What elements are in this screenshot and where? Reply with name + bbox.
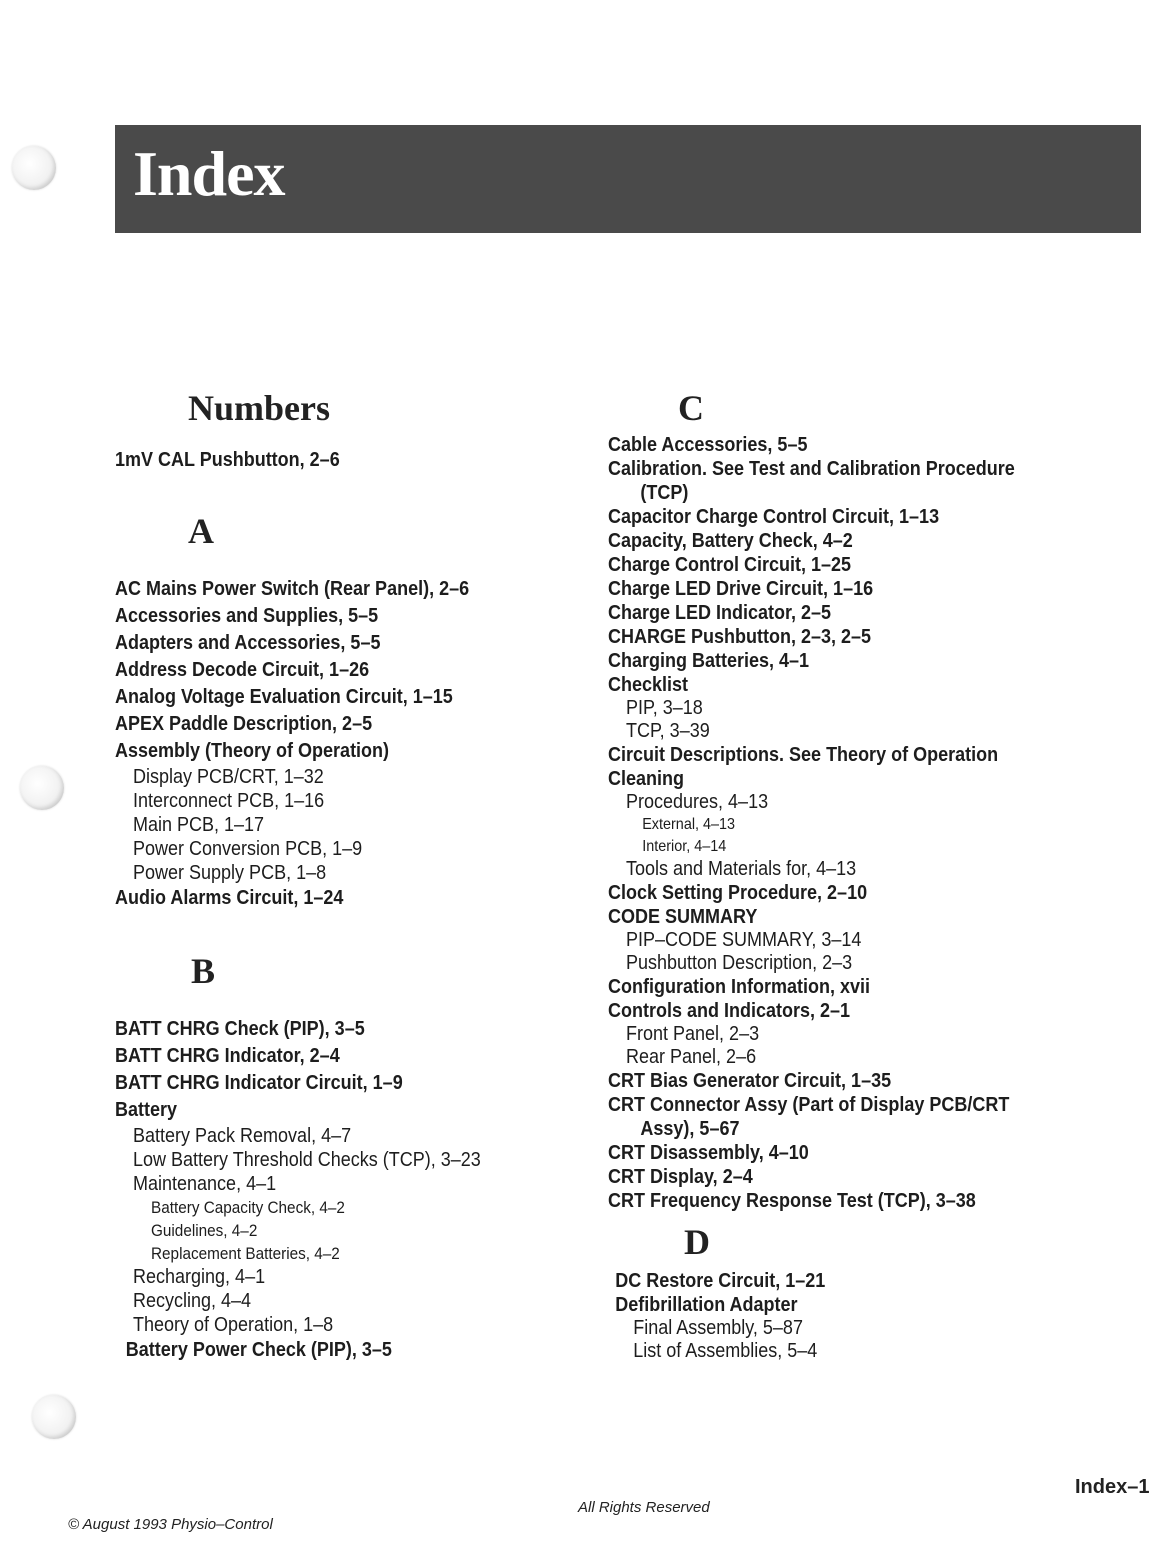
section-numbers: [115, 385, 585, 474]
section-a: [115, 508, 585, 912]
index-subentry: Power Supply PCB, 1–8: [133, 862, 327, 884]
section-heading: C: [678, 388, 704, 428]
index-entry: Charge LED Drive Circuit, 1–16: [608, 578, 874, 600]
index-entry: CRT Display, 2–4: [608, 1166, 753, 1188]
punch-hole-middle: [20, 766, 64, 810]
index-entry: Clock Setting Procedure, 2–10: [608, 882, 868, 904]
section-heading: A: [188, 511, 214, 551]
index-entry: CRT Frequency Response Test (TCP), 3–38: [608, 1190, 976, 1212]
index-entry: Charge Control Circuit, 1–25: [608, 554, 852, 576]
index-entry: CRT Bias Generator Circuit, 1–35: [608, 1070, 892, 1092]
section-c: [608, 385, 1128, 1213]
index-entry: Cable Accessories, 5–5: [608, 434, 808, 456]
index-entry: Audio Alarms Circuit, 1–24: [115, 887, 344, 909]
index-subsubentry: External, 4–13: [642, 816, 736, 833]
section-heading: D: [684, 1222, 710, 1262]
index-entry: Assembly (Theory of Operation): [115, 740, 390, 762]
index-entry: Charge LED Indicator, 2–5: [608, 602, 832, 624]
index-subentry: Tools and Materials for, 4–13: [626, 858, 857, 880]
punch-hole-bottom: [32, 1395, 76, 1439]
index-entry: BATT CHRG Check (PIP), 3–5: [115, 1018, 365, 1040]
index-subentry: Power Conversion PCB, 1–9: [133, 838, 363, 860]
index-entry: CRT Connector Assy (Part of Display PCB/CRT: [608, 1094, 1010, 1116]
index-entry: Capacitor Charge Control Circuit, 1–13: [608, 506, 940, 528]
index-subentry: PIP–CODE SUMMARY, 3–14: [626, 929, 862, 951]
index-subsubentry: Replacement Batteries, 4–2: [151, 1244, 340, 1263]
index-entry: DC Restore Circuit, 1–21: [615, 1270, 826, 1292]
index-entry: Analog Voltage Evaluation Circuit, 1–15: [115, 686, 453, 708]
section-heading: Numbers: [188, 388, 330, 428]
right-column: [608, 385, 1128, 1363]
index-subentry: Theory of Operation, 1–8: [133, 1314, 334, 1336]
index-entry: Capacity, Battery Check, 4–2: [608, 530, 853, 552]
index-subentry: Display PCB/CRT, 1–32: [133, 766, 324, 788]
index-subentry: TCP, 3–39: [626, 720, 710, 742]
index-subentry: Low Battery Threshold Checks (TCP), 3–23: [133, 1149, 481, 1171]
index-subentry: Interconnect PCB, 1–16: [133, 790, 325, 812]
punch-hole-top: [12, 146, 56, 190]
footer-page-label: Index–1: [1075, 1476, 1150, 1498]
index-entry: Battery Power Check (PIP), 3–5: [125, 1339, 392, 1361]
title-banner: [115, 125, 1141, 233]
index-subentry: Battery Pack Removal, 4–7: [133, 1125, 352, 1147]
index-entry: Charging Batteries, 4–1: [608, 650, 810, 672]
index-entry: Address Decode Circuit, 1–26: [115, 659, 370, 681]
index-entry: BATT CHRG Indicator Circuit, 1–9: [115, 1072, 403, 1094]
index-entry-continuation: (TCP): [640, 482, 689, 504]
section-heading: B: [191, 951, 216, 991]
index-subentry: List of Assemblies, 5–4: [633, 1340, 818, 1362]
index-subentry: Maintenance, 4–1: [133, 1173, 277, 1195]
index-entry: Circuit Descriptions. See Theory of Operation: [608, 744, 999, 766]
page-title: Index: [133, 138, 285, 209]
index-subentry: Front Panel, 2–3: [626, 1023, 760, 1045]
index-entry: AC Mains Power Switch (Rear Panel), 2–6: [115, 578, 470, 600]
index-entry: Configuration Information, xvii: [608, 976, 870, 998]
index-entry: CRT Disassembly, 4–10: [608, 1142, 809, 1164]
index-subsubentry: Guidelines, 4–2: [151, 1221, 258, 1240]
index-subsubentry: Battery Capacity Check, 4–2: [151, 1198, 345, 1217]
index-entry: Defibrillation Adapter: [615, 1294, 798, 1316]
index-entry: Cleaning: [608, 768, 685, 790]
index-subentry: Main PCB, 1–17: [133, 814, 265, 836]
left-column: [115, 385, 585, 1364]
index-entry: 1mV CAL Pushbutton, 2–6: [115, 449, 340, 471]
footer-rights: All Rights Reserved: [578, 1499, 710, 1516]
index-entry: Checklist: [608, 674, 689, 696]
index-entry: Controls and Indicators, 2–1: [608, 1000, 851, 1022]
index-entry: CHARGE Pushbutton, 2–3, 2–5: [608, 626, 872, 648]
index-subentry: Pushbutton Description, 2–3: [626, 952, 853, 974]
index-entry-continuation: Assy), 5–67: [640, 1118, 740, 1140]
index-entry: BATT CHRG Indicator, 2–4: [115, 1045, 340, 1067]
index-subentry: PIP, 3–18: [626, 697, 703, 719]
index-entry: Calibration. See Test and Calibration Procedure: [608, 458, 1015, 480]
index-entry: APEX Paddle Description, 2–5: [115, 713, 373, 735]
index-subsubentry: Interior, 4–14: [642, 838, 727, 855]
index-subentry: Final Assembly, 5–87: [633, 1317, 803, 1339]
section-d: [608, 1219, 1128, 1363]
index-subentry: Recycling, 4–4: [133, 1290, 252, 1312]
index-entry: CODE SUMMARY: [608, 906, 758, 928]
index-subentry: Rear Panel, 2–6: [626, 1046, 757, 1068]
index-subentry: Procedures, 4–13: [626, 791, 769, 813]
section-b: [115, 948, 585, 1364]
index-entry: Accessories and Supplies, 5–5: [115, 605, 379, 627]
index-entry: Adapters and Accessories, 5–5: [115, 632, 381, 654]
index-subentry: Recharging, 4–1: [133, 1266, 266, 1288]
index-entry: Battery: [115, 1099, 178, 1121]
footer-copyright: © August 1993 Physio–Control: [68, 1516, 273, 1533]
